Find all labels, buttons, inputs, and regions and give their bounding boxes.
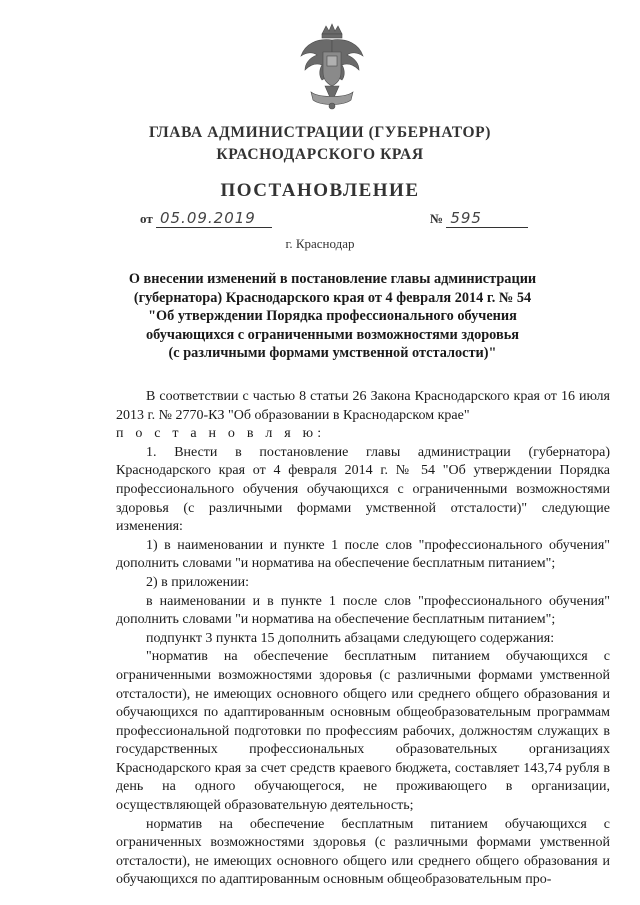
subject-line: обучающихся с ограниченными возможностями здоровья: [146, 326, 519, 343]
subject-line: (губернатора) Краснодарского края от 4 февраля 2014 г. № 54: [133, 289, 532, 306]
body-paragraph: "норматив на обеспечение бесплатным питанием обучающихся с ограниченными возможностями здоровья (с различными формами умственной отсталости), не имеющих основного общего или среднего общего образования и обучающихся по адаптированным основным общеобразовательным программам профессиональной подготовки по профессиям рабочих, должностям служащих в государственных профессиональных образовательных организациях Краснодарского края за счет средств краевого бюджета, составляет 143,74 рубля в день на одного обучающегося, не проживающего в организации, осуществляющей образовательную деятельность;: [116, 649, 610, 814]
authority-title-line1: ГЛАВА АДМИНИСТРАЦИИ (ГУБЕРНАТОР): [149, 124, 491, 141]
body-paragraph: норматив на обеспечение бесплатным питанием обучающихся с ограниченных возможностями здоровья (с различными формами умственной отсталости), не имеющих основного общего или среднего общего образования и обучающихся по адаптированным основным общеобразовательным про-: [116, 816, 610, 888]
document-body: [116, 388, 610, 890]
date-label: от: [140, 211, 153, 226]
document-subject: [110, 270, 555, 363]
body-paragraph: В соответствии с частью 8 статьи 26 Закона Краснодарского края от 16 июля 2013 г. № 2770-КЗ "Об образовании в Краснодарском крае": [116, 389, 610, 423]
document-type: ПОСТАНОВЛЕНИЕ: [220, 180, 420, 201]
decree-word: п о с т а н о в л я ю:: [116, 426, 326, 442]
body-paragraph: 2) в приложении:: [146, 574, 249, 590]
subject-line: (с различными формами умственной отсталости)": [168, 345, 497, 361]
date-value: 05.09.2019: [156, 209, 272, 228]
number-value: 595: [446, 209, 528, 228]
document-date: [140, 209, 272, 228]
coat-of-arms-emblem: [297, 22, 367, 112]
subject-line: О внесении изменений в постановление главы администрации: [128, 271, 537, 287]
authority-title-line2: КРАСНОДАРСКОГО КРАЯ: [216, 146, 424, 163]
body-paragraph: подпункт 3 пункта 15 дополнить абзацами следующего содержания:: [146, 630, 555, 646]
number-label: №: [430, 211, 444, 226]
body-paragraph: в наименовании и в пункте 1 после слов "профессионального обучения" дополнить словами "и норматива на обеспечение бесплатным питанием";: [116, 593, 610, 628]
body-paragraph: 1. Внести в постановление главы администрации (губернатора) Краснодарского края от 4 февраля 2014 г. № 54 "Об утверждении Порядка профессионального обучения обучающихся с ограниченными возможностями здоровья (с различными формами умственной отсталости)" следующие изменения:: [116, 444, 610, 535]
subject-line: "Об утверждении Порядка профессионального обучения: [148, 308, 517, 324]
body-paragraph: 1) в наименовании и пункте 1 после слов "профессионального обучения" дополнить словами "и норматива на обеспечение бесплатным питанием";: [116, 537, 610, 572]
document-number: [430, 209, 528, 228]
city-name: г. Краснодар: [285, 236, 355, 251]
